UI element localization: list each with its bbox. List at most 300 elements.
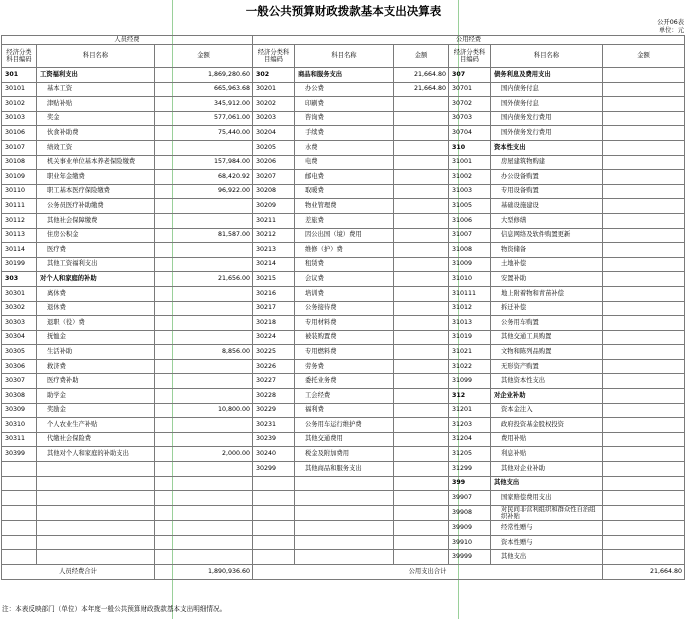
name-cell: 生活补助 — [37, 345, 155, 360]
table-row — [2, 462, 685, 477]
name-cell — [37, 535, 155, 550]
personnel-total-label: 人员经费合计 — [2, 565, 155, 580]
name-cell: 因公出国（境）费用 — [295, 228, 394, 243]
name-cell: 住房公积金 — [37, 228, 155, 243]
table-row — [2, 97, 685, 112]
name-cell: 其他资本性支出 — [491, 374, 603, 389]
public-section-header: 公用经费 — [253, 36, 685, 45]
name-cell: 其他支出 — [491, 476, 603, 491]
amount-cell — [155, 462, 253, 477]
amount-cell — [394, 126, 449, 141]
name-cell: 物业管理费 — [295, 199, 394, 214]
amount-cell — [603, 286, 685, 301]
name-header: 科目名称 — [295, 45, 394, 68]
name-cell — [37, 476, 155, 491]
code-cell: 30229 — [253, 403, 295, 418]
code-cell: 310 — [449, 140, 491, 155]
amount-cell: 81,587.00 — [155, 228, 253, 243]
amount-cell — [603, 359, 685, 374]
name-cell: 伙食补助费 — [37, 126, 155, 141]
name-cell: 绩效工资 — [37, 140, 155, 155]
amount-cell: 345,912.00 — [155, 97, 253, 112]
name-cell: 津贴补贴 — [37, 97, 155, 112]
code-cell: 30214 — [253, 257, 295, 272]
table-row — [2, 374, 685, 389]
amount-cell — [603, 403, 685, 418]
amount-cell — [394, 286, 449, 301]
amount-cell — [155, 316, 253, 331]
code-cell: 312 — [449, 389, 491, 404]
table-row — [2, 111, 685, 126]
table-row — [2, 476, 685, 491]
code-cell: 31201 — [449, 403, 491, 418]
code-cell: 30303 — [2, 316, 37, 331]
table-row — [2, 432, 685, 447]
name-cell: 基础设施建设 — [491, 199, 603, 214]
amount-cell — [155, 301, 253, 316]
amount-cell — [603, 301, 685, 316]
amount-cell — [394, 316, 449, 331]
name-cell: 其他工资福利支出 — [37, 257, 155, 272]
name-header: 科目名称 — [37, 45, 155, 68]
name-cell: 无形资产购置 — [491, 359, 603, 374]
amount-cell — [603, 257, 685, 272]
table-row — [2, 228, 685, 243]
amount-cell — [394, 345, 449, 360]
amount-cell — [603, 82, 685, 97]
amount-cell — [155, 550, 253, 565]
amount-cell — [603, 374, 685, 389]
code-cell — [2, 521, 37, 536]
amount-cell — [603, 228, 685, 243]
amount-cell — [603, 330, 685, 345]
code-cell: 30203 — [253, 111, 295, 126]
name-cell: 助学金 — [37, 389, 155, 404]
code-cell: 30111 — [2, 199, 37, 214]
name-cell: 差旅费 — [295, 213, 394, 228]
name-cell: 文物和陈列品购置 — [491, 345, 603, 360]
table-row — [2, 68, 685, 83]
name-cell — [37, 550, 155, 565]
code-cell: 30114 — [2, 243, 37, 258]
name-cell — [295, 491, 394, 506]
name-cell: 其他商品和服务支出 — [295, 462, 394, 477]
amount-cell — [394, 257, 449, 272]
code-cell: 30224 — [253, 330, 295, 345]
code-cell: 30307 — [2, 374, 37, 389]
amount-cell — [394, 111, 449, 126]
amount-cell — [394, 476, 449, 491]
table-row — [2, 126, 685, 141]
amount-cell — [155, 330, 253, 345]
code-cell: 30239 — [253, 432, 295, 447]
amount-cell — [394, 272, 449, 287]
code-cell: 30399 — [2, 447, 37, 462]
code-cell: 30113 — [2, 228, 37, 243]
amount-cell — [394, 213, 449, 228]
code-cell: 30228 — [253, 389, 295, 404]
code-cell: 30218 — [253, 316, 295, 331]
name-cell: 基本工资 — [37, 82, 155, 97]
amount-cell — [155, 213, 253, 228]
amount-cell — [603, 126, 685, 141]
personnel-section-header: 人员经费 — [2, 36, 253, 45]
code-cell: 30306 — [2, 359, 37, 374]
code-cell: 30308 — [2, 389, 37, 404]
amount-cell — [394, 374, 449, 389]
name-cell: 债务利息及费用支出 — [491, 68, 603, 83]
code-cell: 30209 — [253, 199, 295, 214]
code-cell: 30202 — [253, 97, 295, 112]
name-cell: 职业年金缴费 — [37, 170, 155, 185]
code-cell: 30103 — [2, 111, 37, 126]
amount-cell — [603, 345, 685, 360]
code-cell: 31205 — [449, 447, 491, 462]
code-cell: 39909 — [449, 521, 491, 536]
code-cell — [253, 521, 295, 536]
name-cell: 安置补助 — [491, 272, 603, 287]
code-cell: 30310 — [2, 418, 37, 433]
name-cell: 被装购置费 — [295, 330, 394, 345]
code-cell — [253, 491, 295, 506]
code-cell: 30301 — [2, 286, 37, 301]
amount-cell — [394, 418, 449, 433]
table-row — [2, 184, 685, 199]
code-cell: 302 — [253, 68, 295, 83]
table-row — [2, 447, 685, 462]
code-cell: 31013 — [449, 316, 491, 331]
amount-cell — [603, 476, 685, 491]
code-cell: 30701 — [449, 82, 491, 97]
name-cell: 邮电费 — [295, 170, 394, 185]
name-cell: 救济费 — [37, 359, 155, 374]
code-cell — [253, 535, 295, 550]
code-cell: 30208 — [253, 184, 295, 199]
amount-cell — [603, 505, 685, 520]
name-cell: 委托业务费 — [295, 374, 394, 389]
code-cell: 30240 — [253, 447, 295, 462]
code-cell: 30108 — [2, 155, 37, 170]
table-row — [2, 359, 685, 374]
amount-cell — [394, 155, 449, 170]
table-row — [2, 243, 685, 258]
code-cell: 31010 — [449, 272, 491, 287]
amount-cell: 21,664.80 — [394, 68, 449, 83]
amount-cell: 577,061.00 — [155, 111, 253, 126]
name-cell: 医疗费 — [37, 243, 155, 258]
name-cell: 其他对企业补助 — [491, 462, 603, 477]
code-cell: 30299 — [253, 462, 295, 477]
amount-cell — [155, 359, 253, 374]
table-row — [2, 316, 685, 331]
code-cell — [2, 535, 37, 550]
amount-cell — [155, 286, 253, 301]
table-row — [2, 286, 685, 301]
code-cell: 31003 — [449, 184, 491, 199]
name-cell: 对民间非营利组织和群众性自治组织补贴 — [491, 505, 603, 520]
amount-cell — [394, 330, 449, 345]
amount-header: 金额 — [155, 45, 253, 68]
name-cell: 工会经费 — [295, 389, 394, 404]
name-cell — [295, 535, 394, 550]
code-cell: 30207 — [253, 170, 295, 185]
amount-cell — [155, 521, 253, 536]
table-row — [2, 389, 685, 404]
name-cell: 土地补偿 — [491, 257, 603, 272]
code-cell: 30212 — [253, 228, 295, 243]
name-cell: 商品和服务支出 — [295, 68, 394, 83]
name-cell: 专用设备购置 — [491, 184, 603, 199]
name-cell: 对企业补助 — [491, 389, 603, 404]
name-cell: 物资储备 — [491, 243, 603, 258]
code-cell: 31203 — [449, 418, 491, 433]
table-row — [2, 140, 685, 155]
name-cell — [37, 491, 155, 506]
name-cell: 其他对个人和家庭的补助支出 — [37, 447, 155, 462]
name-cell: 资本金注入 — [491, 403, 603, 418]
code-cell: 30309 — [2, 403, 37, 418]
code-cell — [253, 550, 295, 565]
name-cell — [37, 462, 155, 477]
amount-cell: 21,664.80 — [394, 82, 449, 97]
amount-cell — [155, 389, 253, 404]
table-row — [2, 155, 685, 170]
code-cell — [2, 462, 37, 477]
code-cell: 307 — [449, 68, 491, 83]
name-header: 科目名称 — [491, 45, 603, 68]
code-cell: 301 — [2, 68, 37, 83]
amount-cell — [394, 535, 449, 550]
table-row — [2, 257, 685, 272]
name-cell: 费用补贴 — [491, 432, 603, 447]
code-cell: 30302 — [2, 301, 37, 316]
code-cell: 30199 — [2, 257, 37, 272]
amount-cell — [394, 491, 449, 506]
amount-cell — [394, 389, 449, 404]
public-total-amount: 21,664.80 — [603, 565, 685, 580]
name-cell: 职工基本医疗保险缴费 — [37, 184, 155, 199]
code-cell: 31009 — [449, 257, 491, 272]
code-cell: 30102 — [2, 97, 37, 112]
name-cell: 会议费 — [295, 272, 394, 287]
code-cell: 31007 — [449, 228, 491, 243]
name-cell: 专用燃料费 — [295, 345, 394, 360]
name-cell — [295, 521, 394, 536]
name-cell: 个人农业生产补贴 — [37, 418, 155, 433]
table-row — [2, 491, 685, 506]
table-row — [2, 535, 685, 550]
code-cell: 31204 — [449, 432, 491, 447]
code-header: 经济分类科目编码 — [449, 45, 491, 68]
amount-cell: 157,984.00 — [155, 155, 253, 170]
name-cell: 租赁费 — [295, 257, 394, 272]
amount-cell: 665,963.68 — [155, 82, 253, 97]
code-cell — [253, 476, 295, 491]
amount-cell — [394, 199, 449, 214]
name-cell: 利息补贴 — [491, 447, 603, 462]
amount-cell: 1,869,280.60 — [155, 68, 253, 83]
amount-cell — [155, 535, 253, 550]
amount-cell — [603, 521, 685, 536]
name-cell: 公务用车运行维护费 — [295, 418, 394, 433]
amount-cell — [394, 505, 449, 520]
code-cell: 30213 — [253, 243, 295, 258]
name-cell: 代缴社会保险费 — [37, 432, 155, 447]
amount-cell — [603, 447, 685, 462]
name-cell: 其他交通费用 — [295, 432, 394, 447]
name-cell: 公务用车购置 — [491, 316, 603, 331]
amount-header: 金额 — [603, 45, 685, 68]
code-cell: 30204 — [253, 126, 295, 141]
amount-cell — [603, 272, 685, 287]
amount-cell — [155, 505, 253, 520]
code-cell: 30311 — [2, 432, 37, 447]
name-cell: 奖励金 — [37, 403, 155, 418]
code-cell: 39907 — [449, 491, 491, 506]
name-cell: 其他社会保障缴费 — [37, 213, 155, 228]
code-cell: 30205 — [253, 140, 295, 155]
code-cell: 31299 — [449, 462, 491, 477]
code-cell: 39999 — [449, 550, 491, 565]
code-cell: 39910 — [449, 535, 491, 550]
table-row — [2, 505, 685, 520]
name-cell: 公务员医疗补助缴费 — [37, 199, 155, 214]
name-cell: 大型修缮 — [491, 213, 603, 228]
name-cell: 国内债务发行费用 — [491, 111, 603, 126]
code-cell: 30112 — [2, 213, 37, 228]
name-cell: 房屋建筑物购建 — [491, 155, 603, 170]
amount-cell — [603, 199, 685, 214]
name-cell: 水费 — [295, 140, 394, 155]
amount-cell — [394, 228, 449, 243]
amount-cell — [394, 432, 449, 447]
amount-cell — [603, 68, 685, 83]
amount-cell — [394, 243, 449, 258]
table-row — [2, 345, 685, 360]
name-cell: 抚恤金 — [37, 330, 155, 345]
amount-cell — [603, 213, 685, 228]
name-cell: 咨询费 — [295, 111, 394, 126]
code-cell: 39908 — [449, 505, 491, 520]
name-cell: 拆迁补偿 — [491, 301, 603, 316]
personnel-total-amount: 1,890,936.60 — [155, 565, 253, 580]
code-cell: 310111 — [449, 286, 491, 301]
amount-cell — [394, 521, 449, 536]
amount-cell — [603, 389, 685, 404]
code-cell: 31008 — [449, 243, 491, 258]
code-cell — [2, 505, 37, 520]
table-row — [2, 213, 685, 228]
unit-label: 单位：元 — [658, 27, 684, 34]
code-cell: 30304 — [2, 330, 37, 345]
name-cell: 公务接待费 — [295, 301, 394, 316]
name-cell: 劳务费 — [295, 359, 394, 374]
name-cell: 政府投资基金股权投资 — [491, 418, 603, 433]
code-cell — [2, 550, 37, 565]
name-cell: 国外债务付息 — [491, 97, 603, 112]
amount-cell — [603, 243, 685, 258]
amount-cell — [394, 447, 449, 462]
name-cell: 税金及附加费用 — [295, 447, 394, 462]
amount-cell: 8,856.00 — [155, 345, 253, 360]
code-cell: 31002 — [449, 170, 491, 185]
code-cell — [253, 505, 295, 520]
code-cell: 30206 — [253, 155, 295, 170]
amount-cell — [603, 535, 685, 550]
code-cell: 30217 — [253, 301, 295, 316]
amount-cell: 21,656.00 — [155, 272, 253, 287]
name-cell — [37, 505, 155, 520]
amount-cell — [603, 462, 685, 477]
code-cell: 30211 — [253, 213, 295, 228]
name-cell: 经常性赠与 — [491, 521, 603, 536]
name-cell: 退职（役）费 — [37, 316, 155, 331]
name-cell: 其他支出 — [491, 550, 603, 565]
table-row — [2, 199, 685, 214]
name-cell: 信息网络及软件购置更新 — [491, 228, 603, 243]
name-cell: 手续费 — [295, 126, 394, 141]
table-row — [2, 82, 685, 97]
table-row — [2, 301, 685, 316]
code-cell: 31012 — [449, 301, 491, 316]
amount-cell — [155, 491, 253, 506]
amount-cell — [603, 97, 685, 112]
table-row — [2, 272, 685, 287]
amount-header: 金额 — [394, 45, 449, 68]
code-cell: 31005 — [449, 199, 491, 214]
name-cell: 地上附着物和青苗补偿 — [491, 286, 603, 301]
amount-cell — [394, 170, 449, 185]
amount-cell — [155, 243, 253, 258]
amount-cell — [394, 301, 449, 316]
name-cell: 国家赔偿费用支出 — [491, 491, 603, 506]
name-cell: 资本性赠与 — [491, 535, 603, 550]
code-cell: 30110 — [2, 184, 37, 199]
name-cell: 取暖费 — [295, 184, 394, 199]
code-cell: 30703 — [449, 111, 491, 126]
amount-cell — [603, 418, 685, 433]
footnote: 注：本表反映部门（单位）本年度一般公共预算财政拨款基本支出明细情况。 — [2, 605, 227, 613]
code-cell: 31019 — [449, 330, 491, 345]
code-cell: 30215 — [253, 272, 295, 287]
name-cell: 专用材料费 — [295, 316, 394, 331]
code-cell: 31099 — [449, 374, 491, 389]
code-cell: 30216 — [253, 286, 295, 301]
amount-cell — [603, 491, 685, 506]
amount-cell — [155, 418, 253, 433]
amount-cell: 2,000.00 — [155, 447, 253, 462]
name-cell — [37, 521, 155, 536]
amount-cell — [603, 432, 685, 447]
name-cell: 印刷费 — [295, 97, 394, 112]
amount-cell — [603, 316, 685, 331]
amount-cell: 75,440.00 — [155, 126, 253, 141]
code-cell — [2, 491, 37, 506]
amount-cell — [603, 170, 685, 185]
amount-cell — [155, 476, 253, 491]
code-cell: 30704 — [449, 126, 491, 141]
amount-cell — [603, 184, 685, 199]
amount-cell: 96,922.00 — [155, 184, 253, 199]
code-cell: 30702 — [449, 97, 491, 112]
amount-cell — [155, 432, 253, 447]
table-row — [2, 330, 685, 345]
name-cell — [295, 505, 394, 520]
name-cell: 奖金 — [37, 111, 155, 126]
code-cell: 31022 — [449, 359, 491, 374]
name-cell: 办公费 — [295, 82, 394, 97]
table-row — [2, 521, 685, 536]
